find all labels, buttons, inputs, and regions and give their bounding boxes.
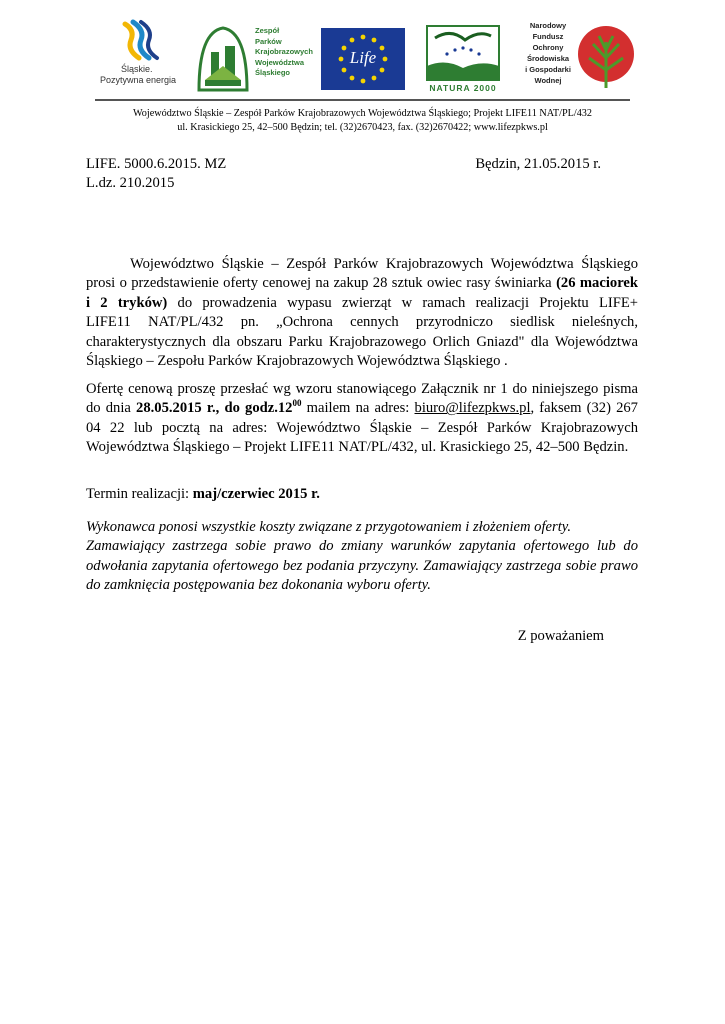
nfos-line: Narodowy [529,21,567,30]
p2-line-2-fax: , faksem (32) 267 [530,400,638,417]
p1-line [86,255,638,274]
p1-line-2-text: prosi o przedstawienie oferty cenowej na zakup 28 sztuk owiec rasy świniarka [86,275,557,292]
p2-line-4-text: Województwa Śląskiego – Projekt LIFE11 NAT/PL/432, ul. Krasickiego 25, 42–500 Będzin. [86,439,629,456]
zpk-line: Śląskiego [255,68,291,77]
p3-line-2-text: Zamawiający zastrzega sobie prawo do zmiany warunków zapytania ofertowego lub do [86,538,638,555]
paragraph-conditions [86,518,638,596]
p1-line [86,313,638,332]
nfos-line: Ochrony [532,43,564,52]
natura-bird-icon [425,24,501,82]
place-date: Będzin, 21.05.2015 r. [475,156,601,172]
p2-line-2-text: do dnia [86,400,137,417]
slaskie-wave-icon [95,18,185,64]
term-line [86,484,320,504]
ldz-number: L.dz. 210.2015 [86,175,175,191]
p2-line [86,399,638,418]
p3-line [86,557,638,576]
p1-line-6-text: Śląskiego – Zespołu Parków Krajobrazowych Województwa Śląskiego . [86,352,508,369]
term-label: Termin realizacji: [86,486,193,502]
p1-line-5-text: charakterystycznych dla obszaru Parku Krajobrazowego Orlich Gniazd" dla Województwa [86,333,638,350]
header-rule [95,99,630,101]
nfos-line: Środowiska [526,54,570,63]
p3-line-1-text: Wykonawca ponosi wszystkie koszty związane z przygotowaniem i złożeniem oferty. [86,519,572,535]
paragraph-submission [86,380,638,458]
reference-number: LIFE. 5000.6.2015. MZ [86,156,227,172]
life-text: Life [349,48,377,67]
life-logo [321,28,405,90]
slaskie-tagline: Pozytywna energia [100,75,177,85]
p3-line [86,576,638,595]
p1-line [86,333,638,352]
p1-line [86,352,638,371]
p1-line-1-text: Województwo Śląskie – Zespół Parków Krajobrazowych Województwa Śląskiego [130,256,638,272]
p1-line-3-bold: i 2 tryków) [86,294,168,311]
zpk-logo [195,18,313,94]
nfos-logo [519,18,635,94]
p2-line-1-text: Ofertę cenową proszę przesłać wg wzoru stanowiącego Załącznik nr 1 do niniejszego pisma [86,381,638,397]
nfos-line: Wodnej [534,76,562,85]
zpk-line: Województwa [255,57,305,67]
p2-line-3-text: 04 22 lub pocztą na adres: Województwo Śląskie – Zespół Parków Krajobrazowych [86,419,638,436]
closing-salutation: Z poważaniem [517,628,604,644]
p1-line-4-text: LIFE11 NAT/PL/432 pn. „Ochrona cennych przyrodniczo siedlisk nieleśnych, [86,314,638,331]
header-line-2: ul. Krasickiego 25, 42–500 Będzin; tel. (32)2670423, fax. (32)2670422; www.lifezpkws.pl [177,122,548,133]
zpk-line: Parków [255,36,282,46]
zpk-line: Zespół [255,26,280,35]
p3-line [86,537,638,556]
p1-line [86,294,638,313]
zpk-castle-icon [195,22,251,92]
p2-deadline-minutes: 00 [292,398,302,409]
p1-line-2-bold: (26 maciorek [556,275,638,292]
p2-line [86,380,638,399]
p3-line-3-text: odwołania zapytania ofertowego bez podania przyczyny. Zamawiający zastrzega sobie prawo [86,557,638,574]
nfos-line: Fundusz [532,32,564,41]
nfos-tree-icon [577,18,635,92]
natura2000-logo [425,24,501,94]
logo-strip [95,18,635,94]
nfos-text [519,20,577,86]
zpk-line: Krajobrazowych [255,47,313,56]
p1-line-3-text: do prowadzenia wypasu zwierząt w ramach realizacji Projektu LIFE+ [167,294,638,311]
slaskie-name: Śląskie. [121,64,153,74]
slaskie-logo [95,18,185,94]
p3-line-4-text: do zamknięcia postępowania bez dokonania wyboru oferty. [86,577,431,594]
zpk-text [255,26,313,79]
email-link[interactable]: biuro@lifezpkws.pl [414,400,531,417]
p2-deadline: 28.05.2015 r., do godz.12 [136,400,293,417]
p2-line [86,419,638,438]
header-line-1: Województwo Śląskie – Zespół Parków Krajobrazowych Województwa Śląskiego; Projekt LIFE11 NAT/PL/432 [133,108,592,119]
p2-line-2-mail-text: mailem na adres: [301,400,415,417]
p1-line [86,274,638,293]
p2-line [86,438,638,457]
p3-line [86,518,638,537]
term-value: maj/czerwiec 2015 r. [192,486,320,502]
nfos-line: i Gospodarki [525,65,571,74]
paragraph-request [86,255,638,371]
natura-text: NATURA 2000 [429,83,497,93]
